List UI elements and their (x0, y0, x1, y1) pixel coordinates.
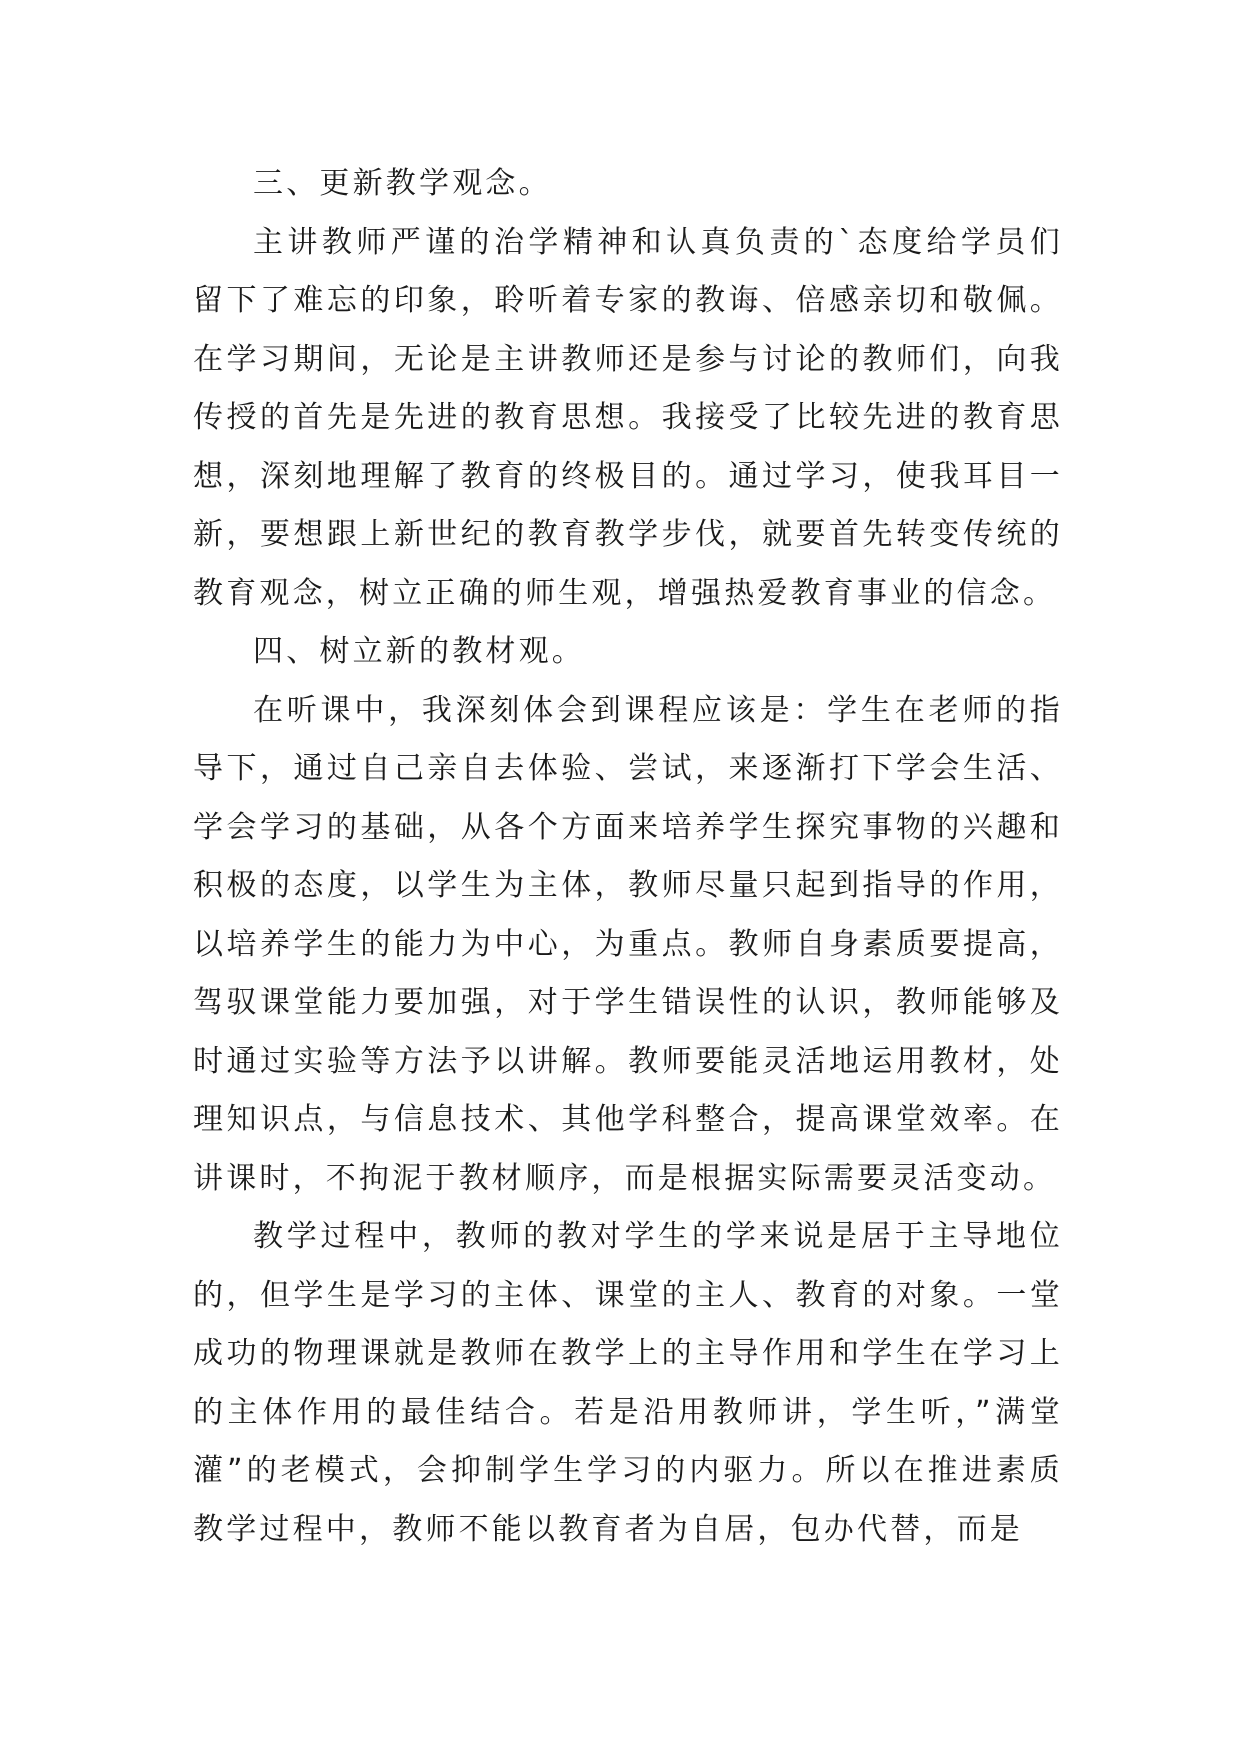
body-paragraph: 主讲教师严谨的治学精神和认真负责的`态度给学员们留下了难忘的印象，聆听着专家的教诲、倍感亲切和敬佩。在学习期间，无论是主讲教师还是参与讨论的教师们，向我传授的首先是先进的教育思想。我接受了比较先进的教育思想，深刻地理解了教育的终极目的。通过学习，使我耳目一新，要想跟上新世纪的教育教学步伐，就要首先转变传统的教育观念，树立正确的师生观，增强热爱教育事业的信念。 (193, 224, 1063, 611)
body-paragraph: 教学过程中，教师的教对学生的学来说是居于主导地位的，但学生是学习的主体、课堂的主人、教育的对象。一堂成功的物理课就是教师在教学上的主导作用和学生在学习上的主体作用的最佳结合。若是沿用教师讲，学生听，”满堂灌”的老模式，会抑制学生学习的内驱力。所以在推进素质教学过程中，教师不能以教育者为自居，包办代替，而是 (193, 1219, 1063, 1547)
body-paragraph: 在听课中，我深刻体会到课程应该是：学生在老师的指导下，通过自己亲自去体验、尝试，来逐渐打下学会生活、学会学习的基础，从各个方面来培养学生探究事物的兴趣和积极的态度，以学生为主体，教师尽量只起到指导的作用，以培养学生的能力为中心，为重点。教师自身素质要提高，驾驭课堂能力要加强，对于学生错误性的认识，教师能够及时通过实验等方法予以讲解。教师要能灵活地运用教材，处理知识点，与信息技术、其他学科整合，提高课堂效率。在讲课时，不拘泥于教材顺序，而是根据实际需要灵活变动。 (193, 692, 1063, 1196)
section-heading-4: 四、树立新的教材观。 (253, 634, 585, 669)
document-body (193, 155, 1063, 1559)
section-heading-3: 三、更新教学观念。 (253, 166, 552, 201)
